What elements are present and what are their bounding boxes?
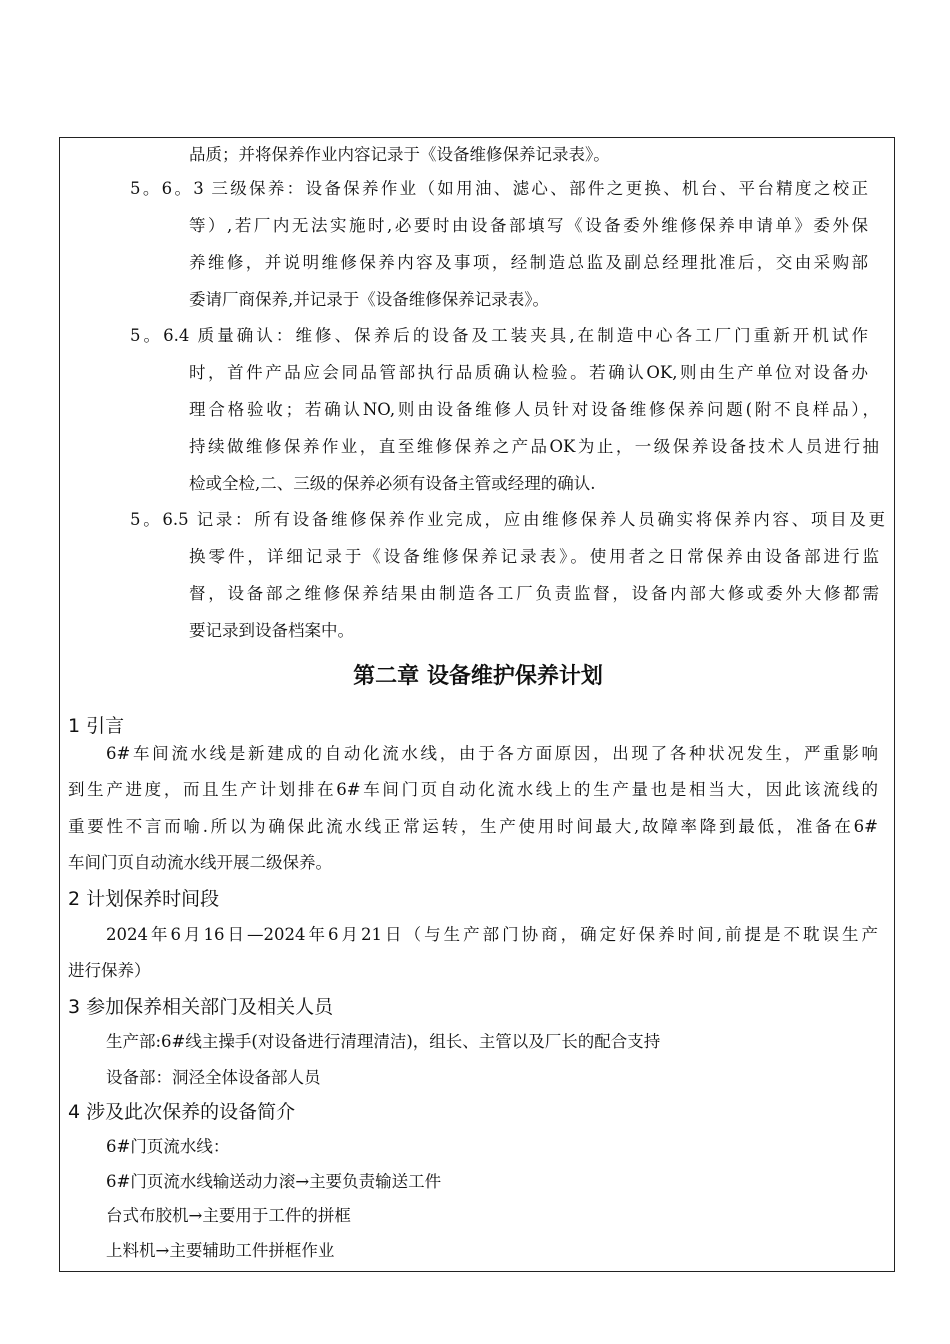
equipment-line: 上料机→主要辅助工件拼框作业 <box>106 1241 335 1260</box>
intro-line: 到生产进度，而且生产计划排在6#车间门页自动化流水线上的生产量也是相当大，因此该流线的 <box>68 780 878 799</box>
document-frame <box>59 137 895 1272</box>
clause-5-6-4-line: 理合格验收；若确认NO,则由设备维修人员针对设备维修保养问题(附不良样品）， <box>189 400 879 419</box>
clause-5-6-3-line: 5。6。3 三级保养：设备保养作业（如用油、滤心、部件之更换、机台、平台精度之校正 <box>130 179 868 198</box>
clause-5-6-5-line: 督，设备部之维修保养结果由制造各工厂负责监督，设备内部大修或委外大修都需 <box>189 584 879 603</box>
clause-5-6-5-line: 要记录到设备档案中。 <box>189 621 354 640</box>
intro-line: 车间门页自动流水线开展二级保养。 <box>68 853 332 872</box>
clause-5-6-4-line: 5。6.4 质量确认：维修、保养后的设备及工装夹具,在制造中心各工厂门重新开机试作 <box>130 326 868 345</box>
clause-5-6-3-line: 等）,若厂内无法实施时,必要时由设备部填写《设备委外维修保养申请单》委外保 <box>189 216 868 235</box>
clause-5-6-5-line: 换零件，详细记录于《设备维修保养记录表》。使用者之日常保养由设备部进行监 <box>189 547 879 566</box>
section-heading-personnel: 3 参加保养相关部门及相关人员 <box>68 996 334 1018</box>
schedule-line: 2024年6月16日—2024年6月21日（与生产部门协商，确定好保养时间,前提是不耽误生产 <box>106 925 878 944</box>
clause-5-6-3-line: 养维修，并说明维修保养内容及事项，经制造总监及副总经理批准后，交由采购部 <box>189 253 868 272</box>
section-heading-schedule: 2 计划保养时间段 <box>68 888 220 910</box>
clause-5-6-5-line: 5。6.5 记录：所有设备维修保养作业完成，应由维修保养人员确实将保养内容、项目及更 <box>130 510 885 529</box>
equipment-line: 6#门页流水线输送动力滚→主要负责输送工件 <box>106 1172 442 1191</box>
equipment-line: 6#门页流水线： <box>106 1137 230 1156</box>
paragraph-line: 品质；并将保养作业内容记录于《设备维修保养记录表》。 <box>189 145 610 164</box>
personnel-line: 生产部:6#线主操手(对设备进行清理清洁)，组长、主管以及厂长的配合支持 <box>106 1032 661 1051</box>
clause-5-6-4-line: 时，首件产品应会同品管部执行品质确认检验。若确认OK,则由生产单位对设备办 <box>189 363 868 382</box>
intro-line: 重要性不言而喻.所以为确保此流水线正常运转，生产使用时间最大,故障率降到最低，准备在6# <box>68 817 878 836</box>
intro-line: 6#车间流水线是新建成的自动化流水线，由于各方面原因，出现了各种状况发生，严重影响 <box>106 744 878 763</box>
section-heading-introduction: 1 引言 <box>68 715 125 737</box>
clause-5-6-3-line: 委请厂商保养,并记录于《设备维修保养记录表》。 <box>189 290 549 309</box>
equipment-line: 台式布胶机→主要用于工件的拼框 <box>106 1206 351 1225</box>
clause-5-6-4-line: 持续做维修保养作业，直至维修保养之产品OK为止，一级保养设备技术人员进行抽 <box>189 437 879 456</box>
chapter-title: 第二章 设备维护保养计划 <box>353 664 603 689</box>
personnel-line: 设备部：洞泾全体设备部人员 <box>106 1068 321 1087</box>
schedule-line: 进行保养） <box>68 961 151 980</box>
section-heading-equipment: 4 涉及此次保养的设备简介 <box>68 1101 296 1123</box>
clause-5-6-4-line: 检或全检,二、三级的保养必须有设备主管或经理的确认. <box>189 474 596 493</box>
